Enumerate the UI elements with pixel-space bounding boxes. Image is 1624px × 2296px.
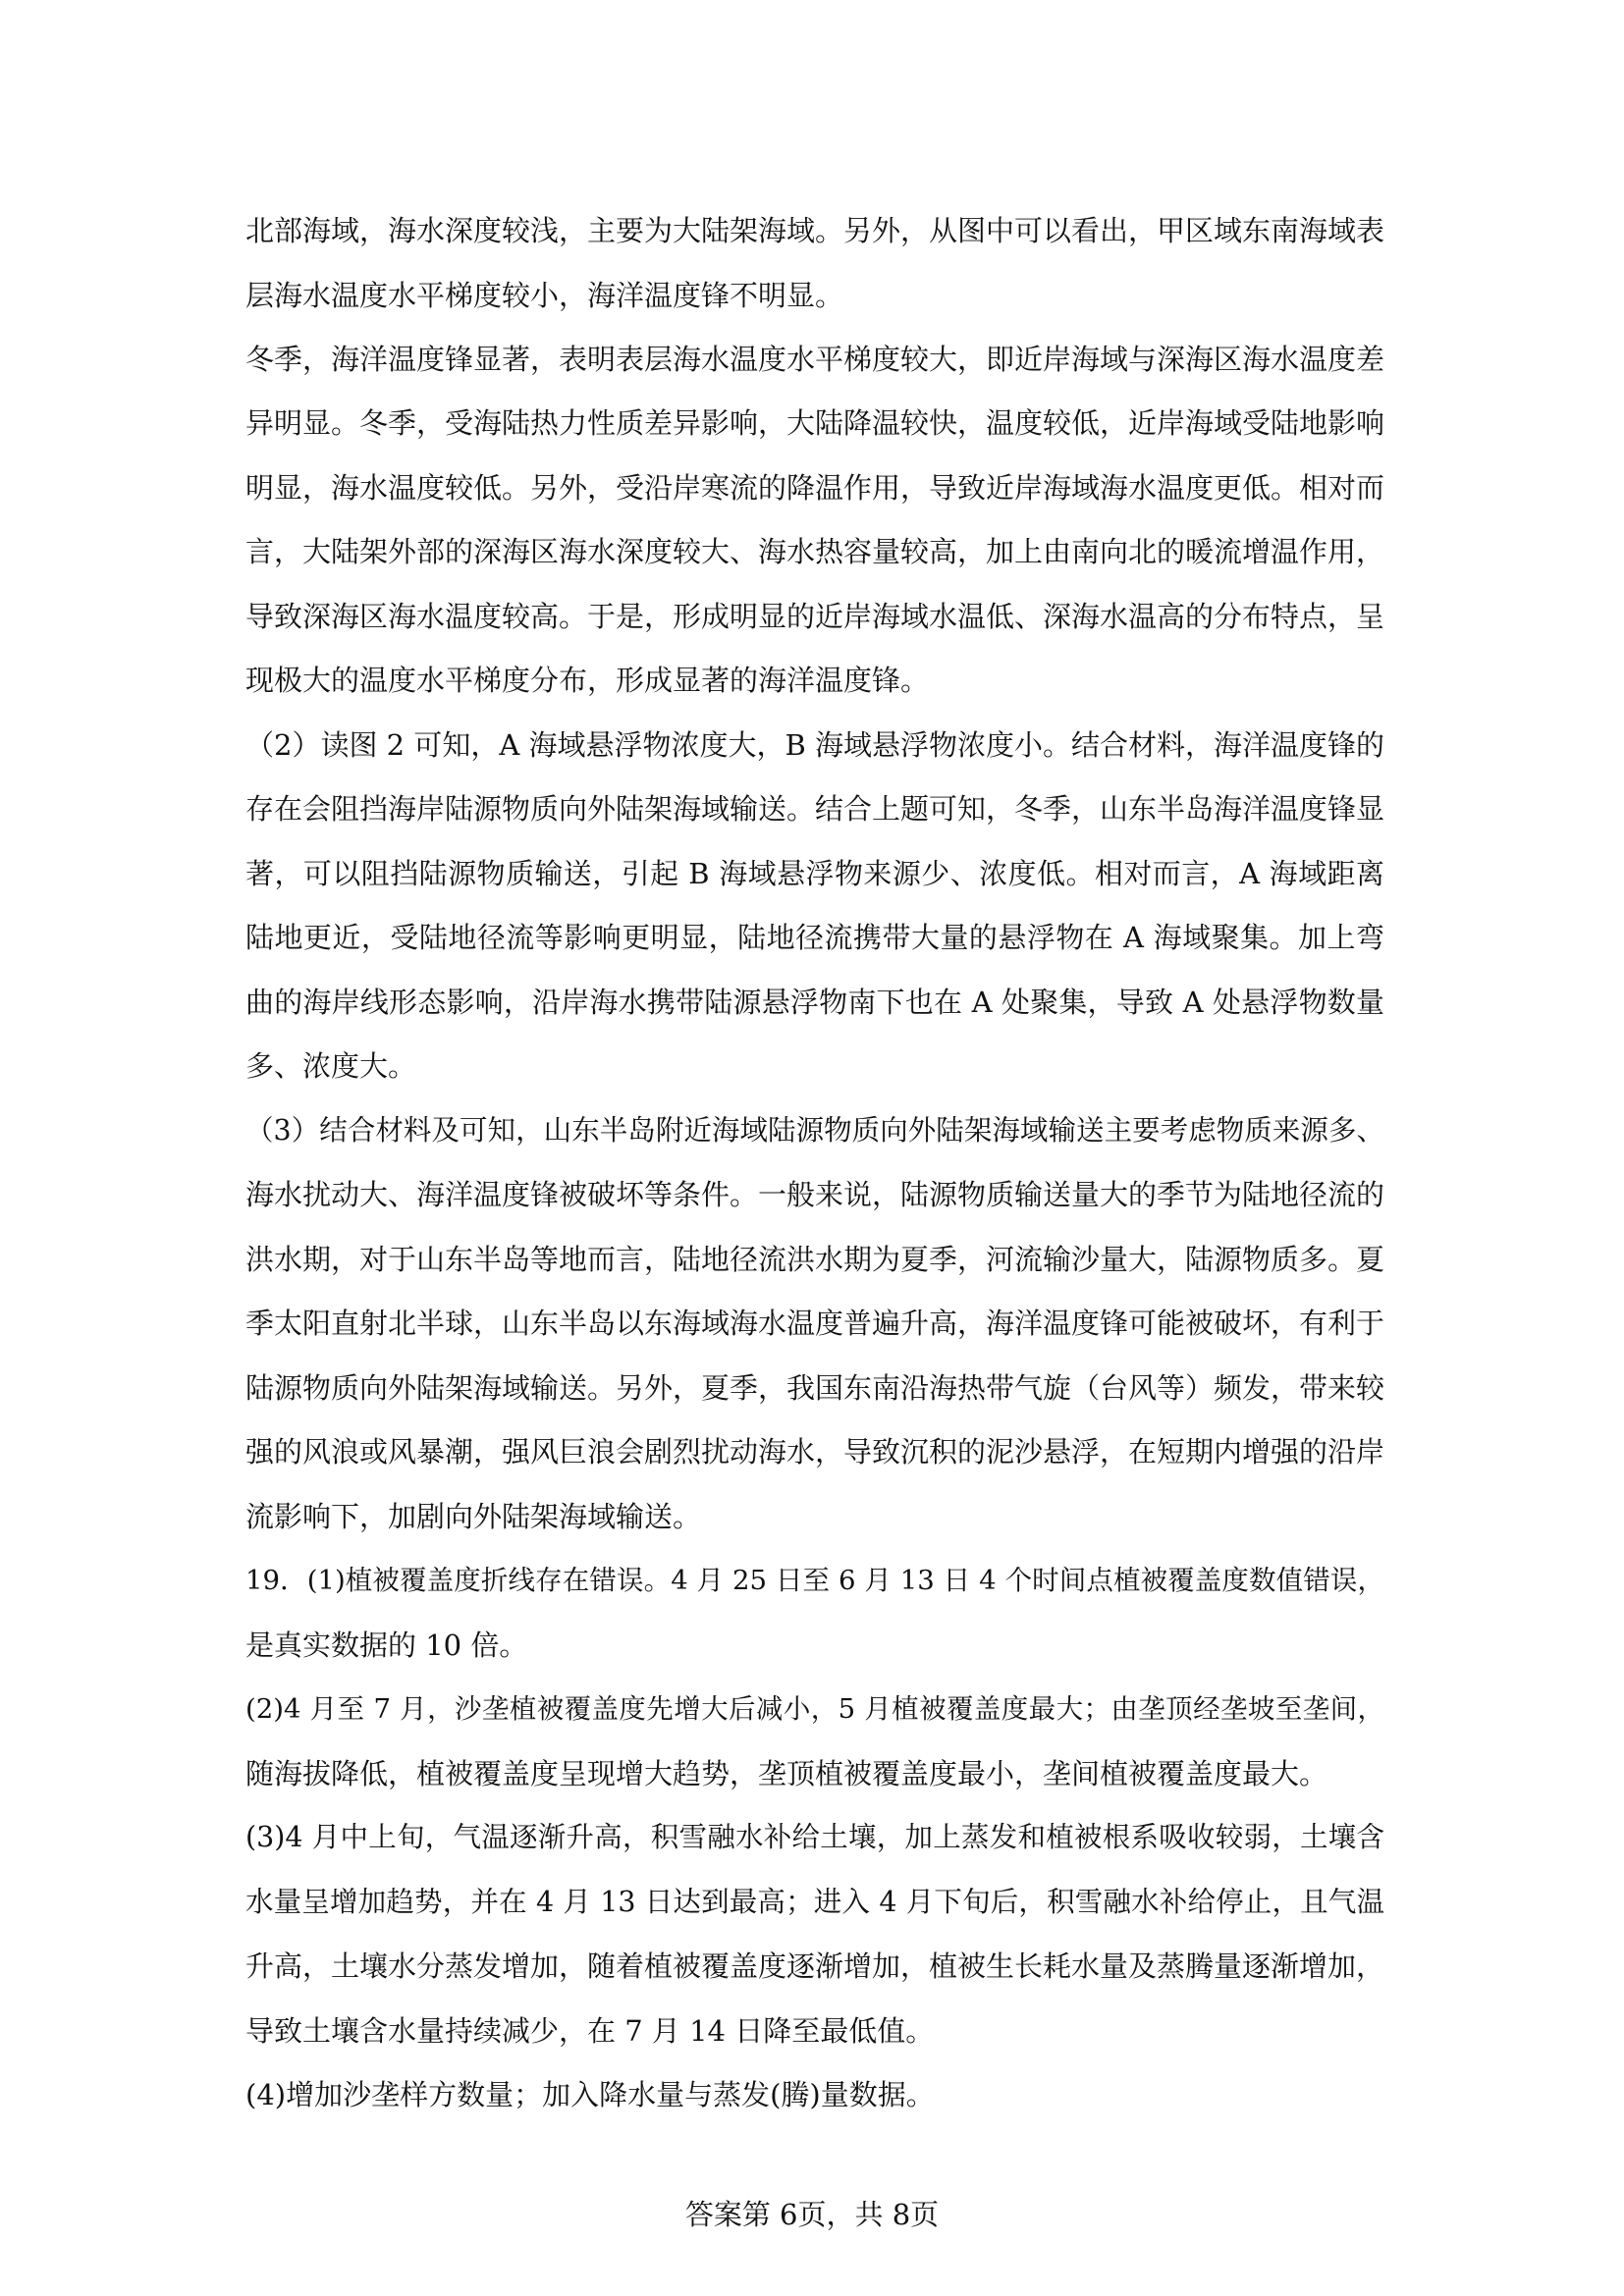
text-line: (2)4 月至 7 月，沙垄植被覆盖度先增大后减小，5 月植被覆盖度最大；由垄顶经垄坡至垄间， (245, 1693, 1384, 1725)
text-line: 北部海域，海水深度较浅，主要为大陆架海域。另外，从图中可以看出，甲区域东南海域表 (245, 214, 1385, 247)
text-line: （2）读图 2 可知，A 海域悬浮物浓度大，B 海域悬浮物浓度小。结合材料，海洋温度锋的 (245, 728, 1385, 762)
text-line: 曲的海岸线形态影响，沿岸海水携带陆源悬浮物南下也在 A 处聚集，导致 A 处悬浮物数量 (245, 986, 1384, 1019)
text-line: 多、浓度大。 (245, 1049, 417, 1083)
page-footer: 答案第 6页，共 8页 (684, 2198, 940, 2231)
text-line: 冬季，海洋温度锋显著，表明表层海水温度水平梯度较大，即近岸海域与深海区海水温度差 (245, 343, 1385, 376)
text-line: 陆源物质向外陆架海域输送。另外，夏季，我国东南沿海热带气旋（台风等）频发，带来较 (245, 1371, 1385, 1405)
text-line: 升高，土壤水分蒸发增加，随着植被覆盖度逐渐增加，植被生长耗水量及蒸腾量逐渐增加， (245, 1949, 1385, 1983)
text-line: 强的风浪或风暴潮，强风巨浪会剧烈扰动海水，导致沉积的泥沙悬浮，在短期内增强的沿岸 (245, 1435, 1385, 1468)
text-line: 季太阳直射北半球，山东半岛以东海域海水温度普遍升高，海洋温度锋可能被破坏，有利于 (245, 1307, 1385, 1340)
text-line: 存在会阻挡海岸陆源物质向外陆架海域输送。结合上题可知，冬季，山东半岛海洋温度锋显 (245, 792, 1385, 826)
text-line: 导致土壤含水量持续减少，在 7 月 14 日降至最低值。 (245, 2014, 935, 2048)
text-line: 著，可以阻挡陆源物质输送，引起 B 海域悬浮物来源少、浓度低。相对而言，A 海域距离 (245, 857, 1384, 890)
text-line: (3)4 月中上旬，气温逐渐升高，积雪融水补给土壤，加上蒸发和植被根系吸收较弱，土壤含 (245, 1821, 1384, 1853)
text-line: 现极大的温度水平梯度分布，形成显著的海洋温度锋。 (245, 664, 930, 697)
text-line: 层海水温度水平梯度较小，海洋温度锋不明显。 (245, 279, 844, 312)
text-line: 随海拔降低，植被覆盖度呈现增大趋势，垄顶植被覆盖度最小，垄间植被覆盖度最大。 (245, 1757, 1328, 1790)
text-line: 是真实数据的 10 倍。 (245, 1629, 528, 1662)
text-line: 洪水期，对于山东半岛等地而言，陆地径流洪水期为夏季，河流输沙量大，陆源物质多。夏 (245, 1243, 1385, 1276)
text-line: 19．(1)植被覆盖度折线存在错误。4 月 25 日至 6 月 13 日 4 个时间点植被覆盖度数值错误， (245, 1565, 1384, 1596)
text-line: 海水扰动大、海洋温度锋被破坏等条件。一般来说，陆源物质输送量大的季节为陆地径流的 (245, 1178, 1385, 1211)
text-line: 导致深海区海水温度较高。于是，形成明显的近岸海域水温低、深海水温高的分布特点，呈 (245, 600, 1385, 633)
text-line: 明显，海水温度较低。另外，受沿岸寒流的降温作用，导致近岸海域海水温度更低。相对而 (245, 471, 1385, 505)
text-line: 流影响下，加剧向外陆架海域输送。 (245, 1500, 702, 1533)
text-line: (4)增加沙垄样方数量；加入降水量与蒸发(腾)量数据。 (245, 2078, 935, 2111)
text-line: 言，大陆架外部的深海区海水深度较大、海水热容量较高，加上由南向北的暖流增温作用， (245, 535, 1385, 568)
text-line: 陆地更近，受陆地径流等影响更明显，陆地径流携带大量的悬浮物在 A 海域聚集。加上弯 (245, 921, 1384, 954)
text-line: （3）结合材料及可知，山东半岛附近海域陆源物质向外陆架海域输送主要考虑物质来源多、 (245, 1114, 1384, 1147)
text-line: 水量呈增加趋势，并在 4 月 13 日达到最高；进入 4 月下旬后，积雪融水补给停止，且气温 (245, 1886, 1384, 1918)
text-line: 异明显。冬季，受海陆热力性质差异影响，大陆降温较快，温度较低，近岸海域受陆地影响 (245, 406, 1385, 440)
